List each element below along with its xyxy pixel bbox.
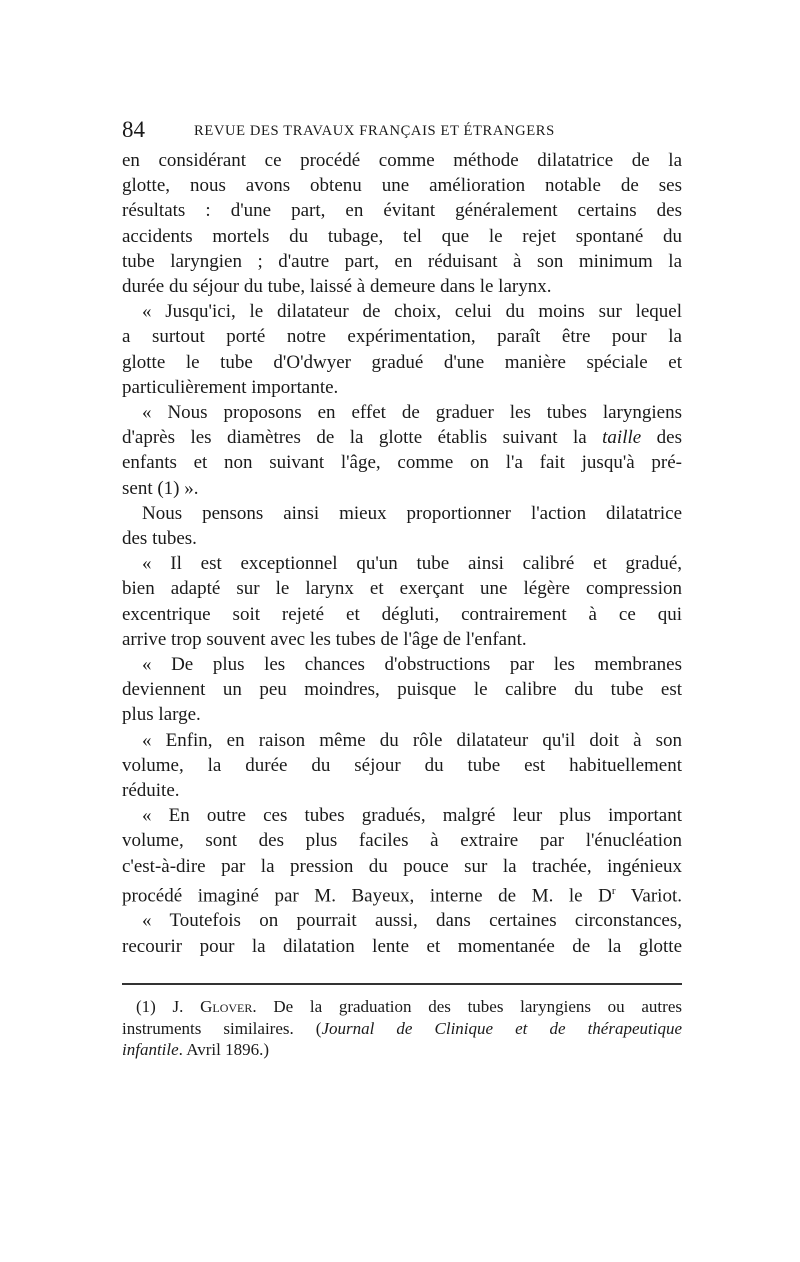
text-line: arrive trop souvent avec les tubes de l'âge de l'enfant. bbox=[122, 628, 527, 650]
text-line: « Nous proposons en effet de graduer les tubes laryngiens bbox=[142, 402, 682, 424]
text-line: durée du séjour du tube, laissé à demeure dans le larynx. bbox=[122, 276, 552, 298]
footnote-author: Glover bbox=[200, 997, 253, 1016]
text-segment: Variot. bbox=[615, 885, 682, 907]
text-line: « Enfin, en raison même du rôle dilatateur qu'il doit à son bbox=[142, 729, 682, 751]
footnote-line bbox=[122, 1018, 682, 1040]
text-line: volume, sont des plus faciles à extraire par l'énucléation bbox=[122, 830, 682, 852]
text-line: c'est-à-dire par la pression du pouce sur la trachée, ingénieux bbox=[122, 855, 682, 877]
text-segment: d'après les diamètres de la glotte établis suivant la bbox=[122, 427, 587, 449]
text-segment: . De la graduation des tubes laryngiens ou autres bbox=[252, 997, 682, 1016]
footnote bbox=[122, 996, 682, 1061]
body-text bbox=[122, 148, 682, 959]
text-line: tube laryngien ; d'autre part, en réduisant à son minimum la bbox=[122, 250, 682, 272]
text-line: réduite. bbox=[122, 780, 180, 802]
text-line-with-superscript bbox=[122, 879, 682, 909]
footnote-marker: (1) J. bbox=[136, 997, 201, 1016]
text-line: sent (1) ». bbox=[122, 477, 199, 499]
running-head: REVUE DES TRAVAUX FRANÇAIS ET ÉTRANGERS bbox=[194, 123, 555, 139]
text-line: accidents mortels du tubage, tel que le rejet spontané du bbox=[122, 225, 682, 247]
text-line: « Toutefois on pourrait aussi, dans certaines circonstances, bbox=[142, 910, 682, 932]
text-segment: des bbox=[641, 427, 682, 449]
text-line: résultats : d'une part, en évitant généralement certains des bbox=[122, 200, 682, 222]
text-segment: instruments similaires. ( bbox=[122, 1018, 322, 1038]
text-line: particulièrement importante. bbox=[122, 376, 339, 398]
text-line: volume, la durée du séjour du tube est habituellement bbox=[122, 754, 682, 776]
text-line: « En outre ces tubes gradués, malgré leur plus important bbox=[142, 805, 682, 827]
text-line: glotte, nous avons obtenu une amélioration notable de ses bbox=[122, 175, 682, 197]
journal-title: Journal de Clinique et de thérapeutique bbox=[321, 1018, 682, 1038]
text-line: plus large. bbox=[122, 704, 201, 726]
footnote-divider bbox=[122, 983, 682, 985]
footnote-line bbox=[122, 996, 682, 1018]
text-line: en considérant ce procédé comme méthode dilatatrice de la bbox=[122, 150, 682, 171]
text-line: a surtout porté notre expérimentation, paraît être pour la bbox=[122, 326, 682, 348]
page-header bbox=[122, 118, 682, 142]
text-line: glotte le tube d'O'dwyer gradué d'une manière spéciale et bbox=[122, 351, 682, 373]
footnote-line bbox=[122, 1039, 682, 1061]
text-line: excentrique soit rejeté et dégluti, contrairement à ce qui bbox=[122, 603, 682, 625]
text-line: deviennent un peu moindres, puisque le calibre du tube est bbox=[122, 679, 682, 701]
text-line: « De plus les chances d'obstructions par les membranes bbox=[142, 654, 682, 676]
journal-title-end: infantile bbox=[122, 1040, 179, 1059]
text-line: des tubes. bbox=[122, 528, 197, 550]
italic-word: taille bbox=[602, 427, 642, 449]
text-line: recourir pour la dilatation lente et momentanée de la glotte bbox=[122, 935, 682, 957]
text-segment: . Avril 1896.) bbox=[178, 1040, 270, 1059]
page-number: 84 bbox=[122, 117, 145, 142]
text-segment: procédé imaginé par M. Bayeux, interne de M. le D bbox=[122, 885, 612, 907]
text-line: bien adapté sur le larynx et exerçant une légère compression bbox=[122, 578, 682, 600]
text-line: « Il est exceptionnel qu'un tube ainsi calibré et gradué, bbox=[142, 553, 682, 575]
superscript: r bbox=[611, 884, 616, 897]
text-line: enfants et non suivant l'âge, comme on l'a fait jusqu'à pré- bbox=[122, 452, 682, 474]
text-line: Nous pensons ainsi mieux proportionner l'action dilatatrice bbox=[142, 502, 682, 524]
text-line: « Jusqu'ici, le dilatateur de choix, celui du moins sur lequel bbox=[142, 301, 682, 323]
text-line-with-italic bbox=[122, 425, 682, 450]
